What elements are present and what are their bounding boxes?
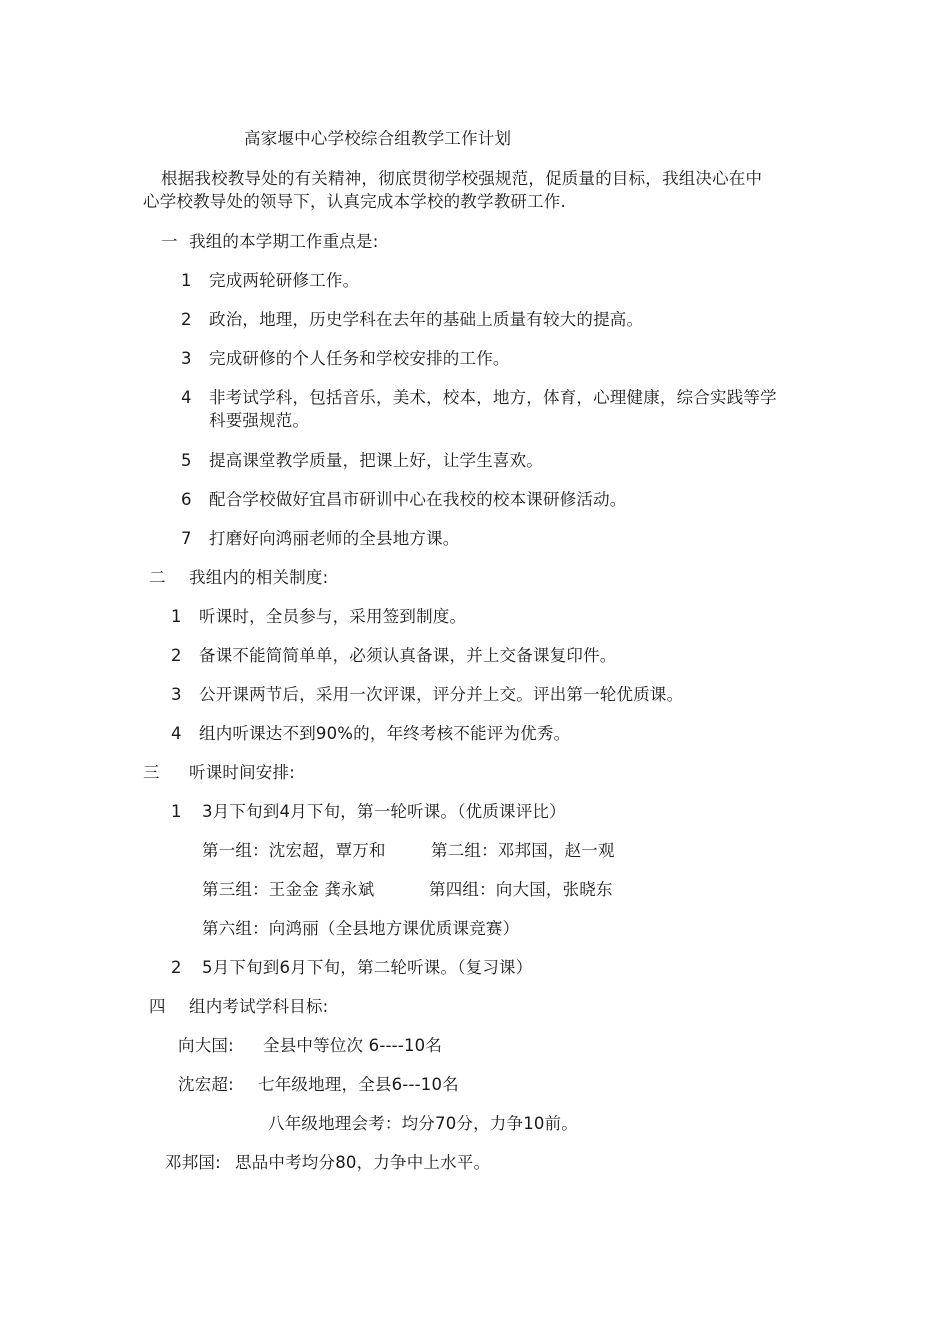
s3-item-num: 1 [171,802,182,821]
s2-item-num: 3 [171,685,182,704]
intro-line-1: 根据我校教导处的有关精神，彻底贯彻学校强规范，促质量的目标，我组决心在中 [161,169,763,188]
section3-number: 三 [143,763,160,782]
section3-heading: 听课时间安排: [189,763,295,782]
s2-item-text: 公开课两节后，采用一次评课，评分并上交。评出第一轮优质课。 [199,685,684,704]
group-entry: 第六组：向鸿丽（全县地方课优质课竞赛） [202,919,520,938]
target-text: 全县中等位次 6----10名 [263,1036,443,1055]
group-entry: 第四组：向大国，张晓东 [429,880,613,899]
s1-item-text-continued: 科要强规范。 [209,411,310,430]
s1-item-text: 完成两轮研修工作。 [209,271,360,290]
s1-item-text: 非考试学科，包括音乐，美术，校本，地方，体育，心理健康，综合实践等学 [209,388,777,407]
s2-item-text: 听课时，全员参与，采用签到制度。 [199,607,467,626]
s1-item-num: 5 [181,451,192,470]
s2-item-num: 4 [171,724,182,743]
section1-number: 一 [161,232,178,251]
s3-item-num: 2 [171,958,182,977]
group-entry: 第三组：王金金 龚永斌 [202,880,375,899]
group-entry: 第一组：沈宏超，覃万和 [202,841,386,860]
document-title: 高家堰中心学校综合组教学工作计划 [244,129,512,148]
s3-item-text: 5月下旬到6月下旬，第二轮听课。（复习课） [202,958,533,977]
s1-item-num: 1 [181,271,192,290]
s1-item-num: 7 [181,529,192,548]
target-teacher-name: 沈宏超: [178,1075,234,1094]
s1-item-text: 打磨好向鸿丽老师的全县地方课。 [209,529,460,548]
s3-item-text: 3月下旬到4月下旬，第一轮听课。（优质课评比） [202,802,566,821]
s2-item-num: 1 [171,607,182,626]
section4-heading: 组内考试学科目标: [189,997,329,1016]
section2-heading: 我组内的相关制度: [189,568,329,587]
s2-item-text: 备课不能简简单单，必须认真备课，并上交备课复印件。 [199,646,617,665]
s2-item-num: 2 [171,646,182,665]
target-teacher-name: 向大国: [178,1036,234,1055]
target-text: 思品中考均分80，力争中上水平。 [235,1153,491,1172]
target-teacher-name: 邓邦国: [165,1153,221,1172]
group-entry: 第二组：邓邦国，赵一观 [431,841,615,860]
intro-line-2: 心学校教导处的领导下，认真完成本学校的教学教研工作. [143,192,566,211]
s1-item-text: 提高课堂教学质量，把课上好，让学生喜欢。 [209,451,543,470]
s1-item-text: 配合学校做好宜昌市研训中心在我校的校本课研修活动。 [209,490,627,509]
s1-item-text: 完成研修的个人任务和学校安排的工作。 [209,349,510,368]
section2-number: 二 [149,568,166,587]
s1-item-num: 6 [181,490,192,509]
s1-item-num: 2 [181,310,192,329]
s2-item-text: 组内听课达不到90%的，年终考核不能评为优秀。 [199,724,571,743]
section1-heading: 我组的本学期工作重点是: [189,232,379,251]
section4-number: 四 [149,997,166,1016]
s1-item-text: 政治，地理，历史学科在去年的基础上质量有较大的提高。 [209,310,644,329]
target-text: 七年级地理，全县6---10名 [258,1075,459,1094]
target-text: 八年级地理会考：均分70分，力争10前。 [268,1114,578,1133]
s1-item-num: 3 [181,349,192,368]
s1-item-num: 4 [181,388,192,407]
